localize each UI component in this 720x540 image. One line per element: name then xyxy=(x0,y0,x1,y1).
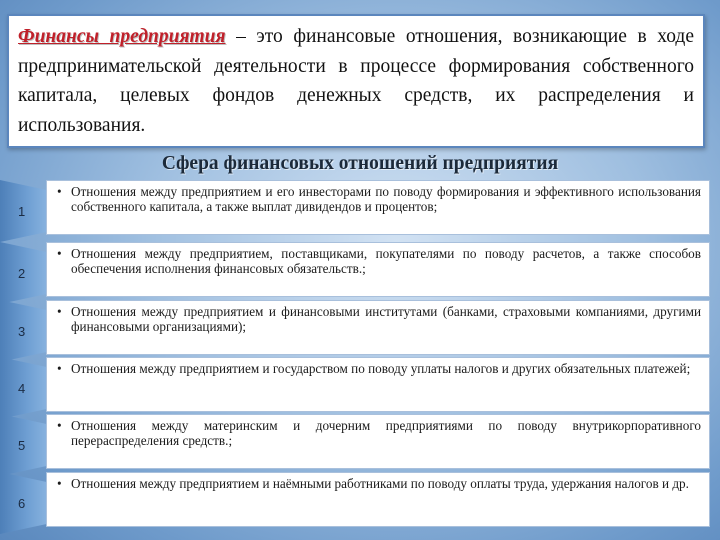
bullet-icon: • xyxy=(57,476,62,491)
section-heading: Сфера финансовых отношений предприятия xyxy=(161,153,559,174)
definition-box xyxy=(7,14,705,148)
item-number: 1 xyxy=(18,204,26,219)
item-card xyxy=(46,472,710,527)
item-number: 2 xyxy=(18,266,26,281)
bullet-icon: • xyxy=(57,361,62,376)
item-number: 5 xyxy=(18,438,26,453)
list-item xyxy=(0,472,720,534)
item-card xyxy=(46,242,710,297)
list-item xyxy=(0,242,720,304)
bullet-icon: • xyxy=(57,418,62,433)
definition-term: Финансы предприятия xyxy=(18,26,226,47)
list-item xyxy=(0,180,720,242)
item-card xyxy=(46,414,710,469)
item-text: Отношения между материнским и дочерним предприятиями по поводу внутрикорпоративного перераспределения средств.; xyxy=(71,418,701,448)
bullet-icon: • xyxy=(57,184,62,199)
item-card xyxy=(46,180,710,235)
item-text: Отношения между предприятием и финансовыми институтами (банками, страховыми компаниями, другими финансовыми организациями); xyxy=(71,304,701,334)
item-text: Отношения между предприятием и государством по поводу уплаты налогов и других обязательных платежей; xyxy=(71,361,691,376)
list-item xyxy=(0,357,720,419)
item-text: Отношения между предприятием и его инвесторами по поводу формирования и эффективного использования собственного капитала, а также выплат дивидендов и процентов; xyxy=(71,184,701,214)
item-number: 4 xyxy=(18,381,26,396)
item-number: 6 xyxy=(18,496,26,511)
list-item xyxy=(0,414,720,476)
item-number: 3 xyxy=(18,324,26,339)
list-item xyxy=(0,300,720,362)
bullet-icon: • xyxy=(57,246,62,261)
item-text: Отношения между предприятием, поставщиками, покупателями по поводу расчетов, а также способов обеспечения исполнения финансовых обязательств.; xyxy=(71,246,701,276)
definition-body: – это финансовые отношения, возникающие в ходе предпринимательской деятельности в процессе формирования собственного капитала, целевых фондов денежных средств, их распределения и использования. xyxy=(18,26,694,136)
item-card xyxy=(46,300,710,355)
bullet-icon: • xyxy=(57,304,62,319)
item-text: Отношения между предприятием и наёмными работниками по поводу оплаты труда, удержания налогов и др. xyxy=(71,476,689,491)
item-card xyxy=(46,357,710,412)
